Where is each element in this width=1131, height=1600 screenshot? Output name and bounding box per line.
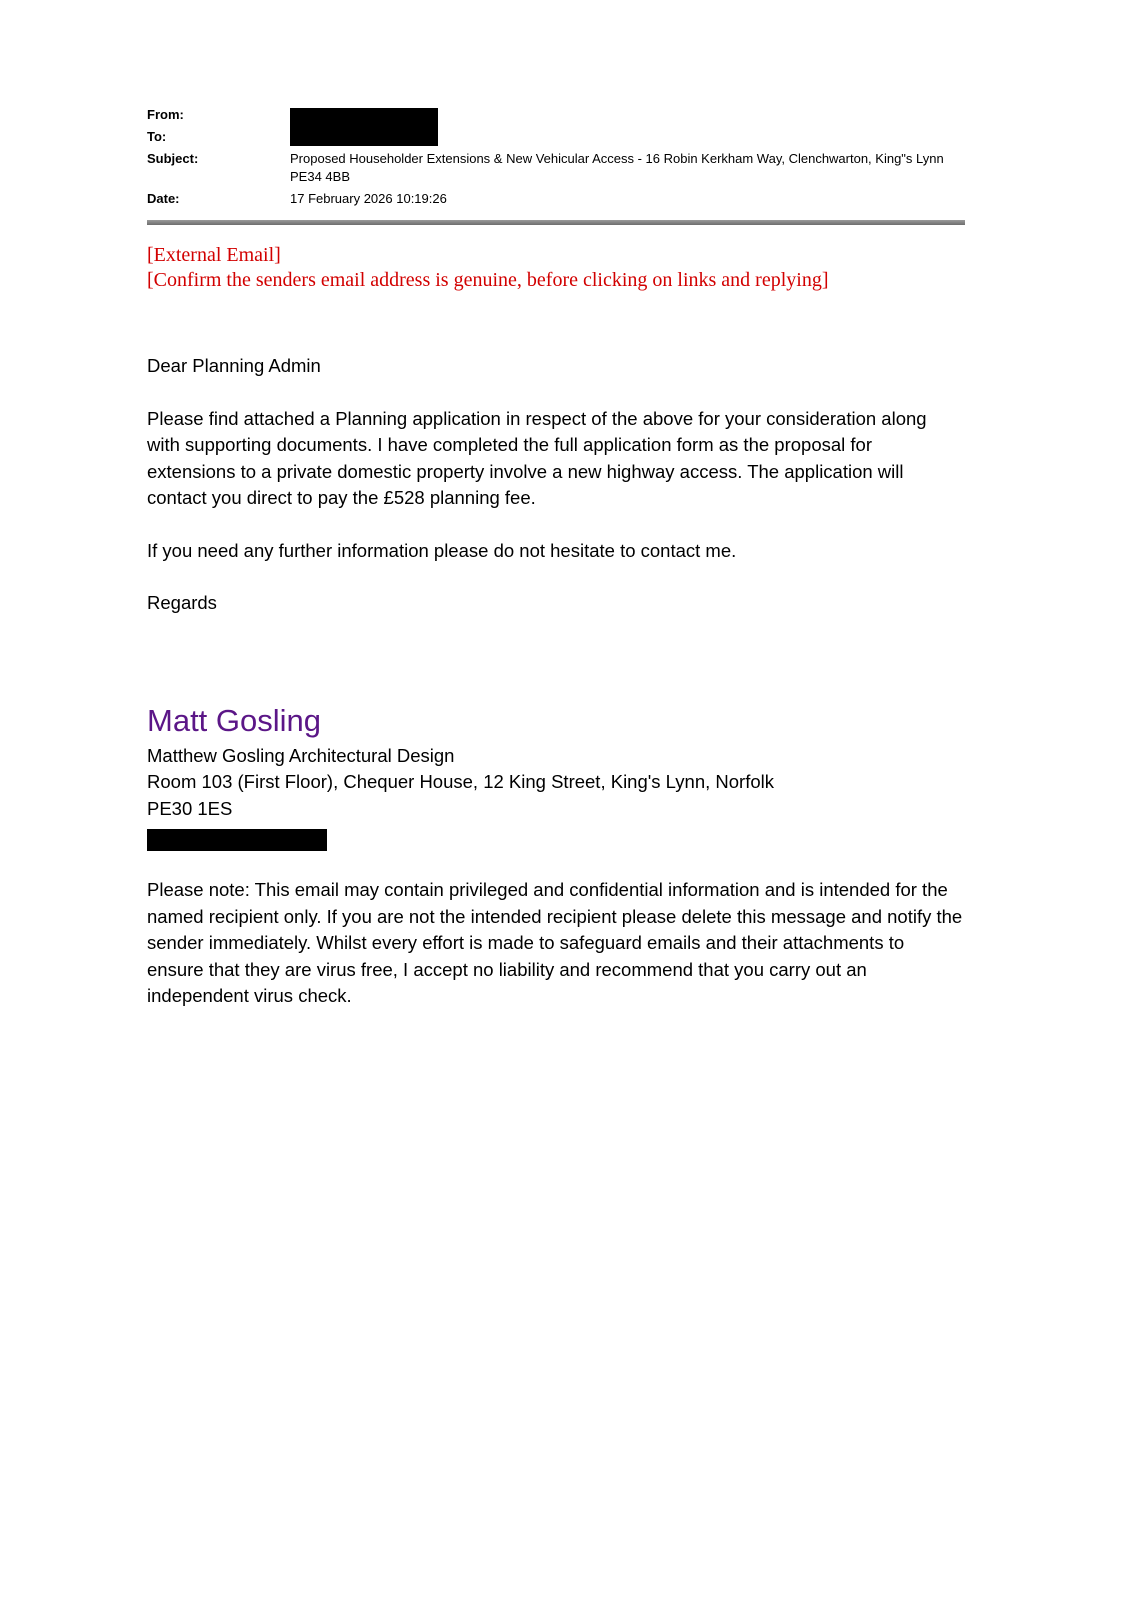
body-paragraph-1: Please find attached a Planning application in respect of the above for your consideration along with supporting documents. I have completed the full application form as the proposal for extensions to a private domestic property involve a new highway access. The application will contact you direct to pay the £528 planning fee. xyxy=(147,407,927,508)
closing: Regards xyxy=(147,592,217,613)
header-row-date xyxy=(147,190,965,208)
external-email-warning-line1: [External Email] xyxy=(147,244,281,266)
subject-value: Proposed Householder Extensions & New Vehicular Access - 16 Robin Kerkham Way, Clenchwarton, King"s Lynn PE34 4BB xyxy=(290,151,944,184)
redacted-contact-info xyxy=(147,829,327,851)
body-paragraph-2: If you need any further information please do not hesitate to contact me. xyxy=(147,539,737,561)
external-email-warning xyxy=(147,243,965,293)
header-divider xyxy=(147,220,965,225)
signature-name: Matt Gosling xyxy=(147,702,322,738)
header-row-subject xyxy=(147,150,965,186)
date-value: 17 February 2026 10:19:26 xyxy=(290,191,447,206)
signature-address-line2: PE30 1ES xyxy=(147,797,233,819)
signature-company: Matthew Gosling Architectural Design xyxy=(147,744,455,766)
to-label: To: xyxy=(147,129,167,144)
subject-label: Subject: xyxy=(147,151,199,166)
confidentiality-disclaimer: Please note: This email may contain privileged and confidential information and is intended for the named recipient only. If you are not the intended recipient please delete this message and notify the sender immediately. Whilst every effort is made to safeguard emails and their attachments to ensure that they are virus free, I accept no liability and recommend that you carry out an independent virus check. xyxy=(147,879,963,1006)
date-label: Date: xyxy=(147,191,180,206)
signature-address-line1: Room 103 (First Floor), Chequer House, 12 King Street, King's Lynn, Norfolk xyxy=(147,771,774,792)
redacted-sender-address xyxy=(290,108,438,146)
email-signature xyxy=(147,703,965,852)
header-row-to xyxy=(147,128,965,146)
external-email-warning-line2: [Confirm the senders email address is genuine, before clicking on links and replying] xyxy=(147,269,829,291)
from-label: From: xyxy=(147,107,184,122)
email-header xyxy=(147,106,965,208)
greeting: Dear Planning Admin xyxy=(147,355,321,376)
header-row-from xyxy=(147,106,965,124)
email-body xyxy=(147,353,957,617)
